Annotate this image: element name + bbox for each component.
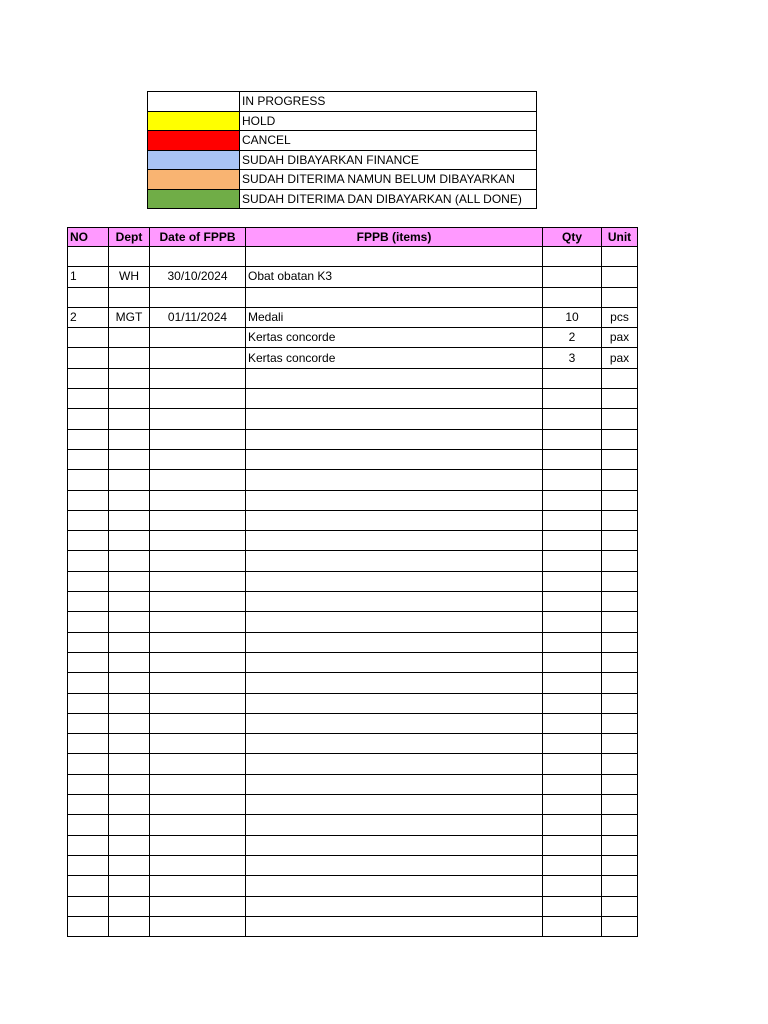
- cell-qty[interactable]: [543, 551, 602, 571]
- cell-dept[interactable]: [109, 815, 150, 835]
- cell-qty[interactable]: [543, 673, 602, 693]
- cell-date[interactable]: [150, 632, 246, 652]
- cell-item[interactable]: [246, 774, 543, 794]
- cell-no[interactable]: [68, 713, 109, 733]
- table-row: [68, 592, 638, 612]
- cell-unit[interactable]: [602, 855, 638, 875]
- cell-date[interactable]: 01/11/2024: [150, 307, 246, 327]
- legend-swatch: [148, 131, 240, 151]
- legend-label: SUDAH DIBAYARKAN FINANCE: [240, 150, 537, 170]
- cell-item[interactable]: [246, 734, 543, 754]
- cell-dept[interactable]: [109, 916, 150, 936]
- cell-dept[interactable]: [109, 673, 150, 693]
- cell-qty[interactable]: [543, 612, 602, 632]
- table-row: [68, 409, 638, 429]
- cell-dept[interactable]: [109, 835, 150, 855]
- cell-unit[interactable]: [602, 693, 638, 713]
- cell-dept[interactable]: [109, 531, 150, 551]
- cell-no[interactable]: [68, 571, 109, 591]
- cell-date[interactable]: [150, 876, 246, 896]
- table-row: [68, 815, 638, 835]
- cell-date[interactable]: [150, 247, 246, 267]
- cell-date[interactable]: [150, 368, 246, 388]
- cell-no[interactable]: [68, 348, 109, 368]
- cell-item[interactable]: [246, 531, 543, 551]
- cell-item[interactable]: [246, 571, 543, 591]
- table-row: [68, 896, 638, 916]
- cell-no[interactable]: [68, 835, 109, 855]
- cell-no[interactable]: [68, 876, 109, 896]
- table-row: [68, 673, 638, 693]
- cell-item[interactable]: [246, 815, 543, 835]
- cell-no[interactable]: [68, 795, 109, 815]
- cell-item[interactable]: [246, 876, 543, 896]
- cell-dept[interactable]: [109, 328, 150, 348]
- cell-unit[interactable]: [602, 449, 638, 469]
- cell-date[interactable]: [150, 612, 246, 632]
- legend-label: HOLD: [240, 111, 537, 131]
- cell-qty[interactable]: [543, 632, 602, 652]
- col-header-items[interactable]: FPPB (items): [246, 228, 543, 247]
- cell-dept[interactable]: [109, 571, 150, 591]
- cell-qty[interactable]: 3: [543, 348, 602, 368]
- cell-no[interactable]: [68, 673, 109, 693]
- cell-dept[interactable]: [109, 449, 150, 469]
- cell-dept[interactable]: [109, 368, 150, 388]
- cell-no[interactable]: [68, 774, 109, 794]
- col-header-no[interactable]: NO: [68, 228, 109, 247]
- cell-dept[interactable]: [109, 247, 150, 267]
- cell-no[interactable]: [68, 632, 109, 652]
- legend-label: IN PROGRESS: [240, 92, 537, 112]
- table-row: [68, 713, 638, 733]
- cell-dept[interactable]: [109, 551, 150, 571]
- cell-unit[interactable]: [602, 815, 638, 835]
- cell-unit[interactable]: [602, 429, 638, 449]
- cell-item[interactable]: Kertas concorde: [246, 348, 543, 368]
- cell-qty[interactable]: [543, 429, 602, 449]
- col-header-qty[interactable]: Qty: [543, 228, 602, 247]
- table-row: [68, 328, 638, 348]
- cell-unit[interactable]: [602, 774, 638, 794]
- cell-unit[interactable]: [602, 551, 638, 571]
- cell-date[interactable]: [150, 287, 246, 307]
- cell-unit[interactable]: [602, 531, 638, 551]
- table-row: [68, 835, 638, 855]
- cell-date[interactable]: [150, 855, 246, 875]
- cell-no[interactable]: [68, 510, 109, 530]
- cell-item[interactable]: Obat obatan K3: [246, 267, 543, 287]
- cell-item[interactable]: [246, 389, 543, 409]
- table-row: [68, 916, 638, 936]
- cell-date[interactable]: [150, 916, 246, 936]
- cell-qty[interactable]: [543, 693, 602, 713]
- cell-unit[interactable]: [602, 795, 638, 815]
- cell-dept[interactable]: [109, 510, 150, 530]
- legend-swatch: [148, 189, 240, 209]
- legend-row: [148, 189, 537, 209]
- cell-unit[interactable]: [602, 916, 638, 936]
- cell-qty[interactable]: [543, 896, 602, 916]
- cell-dept[interactable]: [109, 896, 150, 916]
- cell-qty[interactable]: [543, 409, 602, 429]
- cell-qty[interactable]: [543, 490, 602, 510]
- cell-item[interactable]: [246, 551, 543, 571]
- cell-dept[interactable]: MGT: [109, 307, 150, 327]
- cell-unit[interactable]: [602, 247, 638, 267]
- cell-date[interactable]: [150, 571, 246, 591]
- cell-date[interactable]: [150, 896, 246, 916]
- cell-dept[interactable]: [109, 612, 150, 632]
- cell-qty[interactable]: [543, 835, 602, 855]
- legend-row: [148, 92, 537, 112]
- table-row: [68, 571, 638, 591]
- cell-no[interactable]: [68, 916, 109, 936]
- legend-swatch: [148, 170, 240, 190]
- cell-no[interactable]: [68, 389, 109, 409]
- cell-qty[interactable]: [543, 754, 602, 774]
- cell-dept[interactable]: [109, 855, 150, 875]
- cell-date[interactable]: [150, 693, 246, 713]
- cell-no[interactable]: [68, 612, 109, 632]
- cell-dept[interactable]: [109, 429, 150, 449]
- col-header-unit[interactable]: Unit: [602, 228, 638, 247]
- table-row: [68, 287, 638, 307]
- col-header-dept[interactable]: Dept: [109, 228, 150, 247]
- cell-dept[interactable]: [109, 693, 150, 713]
- legend-row: [148, 170, 537, 190]
- cell-date[interactable]: [150, 774, 246, 794]
- cell-item[interactable]: [246, 612, 543, 632]
- cell-no[interactable]: [68, 592, 109, 612]
- cell-date[interactable]: [150, 734, 246, 754]
- fppb-table-body: [68, 247, 638, 937]
- cell-qty[interactable]: [543, 531, 602, 551]
- cell-dept[interactable]: [109, 876, 150, 896]
- cell-qty[interactable]: [543, 855, 602, 875]
- cell-item[interactable]: [246, 368, 543, 388]
- cell-dept[interactable]: [109, 734, 150, 754]
- cell-no[interactable]: [68, 368, 109, 388]
- cell-item[interactable]: [246, 287, 543, 307]
- cell-no[interactable]: [68, 328, 109, 348]
- cell-qty[interactable]: [543, 389, 602, 409]
- table-row: [68, 307, 638, 327]
- cell-date[interactable]: [150, 490, 246, 510]
- cell-qty[interactable]: 10: [543, 307, 602, 327]
- cell-no[interactable]: [68, 693, 109, 713]
- cell-no[interactable]: [68, 551, 109, 571]
- cell-qty[interactable]: [543, 876, 602, 896]
- cell-item[interactable]: [246, 510, 543, 530]
- cell-no[interactable]: [68, 409, 109, 429]
- cell-unit[interactable]: [602, 490, 638, 510]
- cell-unit[interactable]: [602, 592, 638, 612]
- cell-item[interactable]: [246, 916, 543, 936]
- cell-dept[interactable]: [109, 754, 150, 774]
- cell-date[interactable]: [150, 815, 246, 835]
- cell-item[interactable]: [246, 409, 543, 429]
- cell-unit[interactable]: [602, 267, 638, 287]
- cell-unit[interactable]: [602, 734, 638, 754]
- cell-unit[interactable]: [602, 713, 638, 733]
- cell-qty[interactable]: [543, 592, 602, 612]
- cell-qty[interactable]: [543, 795, 602, 815]
- header-row: [68, 228, 638, 247]
- cell-date[interactable]: [150, 510, 246, 530]
- cell-date[interactable]: [150, 713, 246, 733]
- cell-date[interactable]: [150, 551, 246, 571]
- cell-qty[interactable]: [543, 510, 602, 530]
- cell-no[interactable]: [68, 490, 109, 510]
- cell-item[interactable]: [246, 490, 543, 510]
- table-row: [68, 774, 638, 794]
- cell-dept[interactable]: [109, 632, 150, 652]
- cell-no[interactable]: [68, 247, 109, 267]
- cell-qty[interactable]: [543, 734, 602, 754]
- cell-unit[interactable]: [602, 470, 638, 490]
- status-legend: [147, 91, 537, 209]
- cell-dept[interactable]: WH: [109, 267, 150, 287]
- cell-item[interactable]: [246, 632, 543, 652]
- table-row: [68, 876, 638, 896]
- cell-unit[interactable]: [602, 510, 638, 530]
- legend-row: [148, 131, 537, 151]
- cell-dept[interactable]: [109, 490, 150, 510]
- cell-date[interactable]: [150, 673, 246, 693]
- cell-item[interactable]: [246, 754, 543, 774]
- cell-no[interactable]: [68, 754, 109, 774]
- cell-no[interactable]: [68, 855, 109, 875]
- cell-qty[interactable]: [543, 571, 602, 591]
- cell-item[interactable]: [246, 693, 543, 713]
- cell-item[interactable]: [246, 652, 543, 672]
- cell-unit[interactable]: [602, 612, 638, 632]
- cell-dept[interactable]: [109, 409, 150, 429]
- legend-row: [148, 111, 537, 131]
- table-row: [68, 734, 638, 754]
- cell-dept[interactable]: [109, 795, 150, 815]
- cell-unit[interactable]: [602, 389, 638, 409]
- cell-date[interactable]: [150, 449, 246, 469]
- cell-item[interactable]: [246, 470, 543, 490]
- cell-no[interactable]: 2: [68, 307, 109, 327]
- cell-item[interactable]: [246, 673, 543, 693]
- cell-no[interactable]: [68, 287, 109, 307]
- cell-no[interactable]: [68, 449, 109, 469]
- cell-no[interactable]: [68, 652, 109, 672]
- cell-unit[interactable]: [602, 409, 638, 429]
- cell-unit[interactable]: [602, 632, 638, 652]
- cell-dept[interactable]: [109, 348, 150, 368]
- cell-item[interactable]: [246, 247, 543, 267]
- cell-qty[interactable]: [543, 652, 602, 672]
- cell-date[interactable]: [150, 348, 246, 368]
- legend-swatch: [148, 150, 240, 170]
- cell-no[interactable]: 1: [68, 267, 109, 287]
- cell-date[interactable]: [150, 835, 246, 855]
- cell-item[interactable]: Kertas concorde: [246, 328, 543, 348]
- cell-unit[interactable]: [602, 673, 638, 693]
- cell-item[interactable]: [246, 449, 543, 469]
- cell-unit[interactable]: [602, 754, 638, 774]
- legend-label: CANCEL: [240, 131, 537, 151]
- table-row: [68, 652, 638, 672]
- cell-item[interactable]: [246, 429, 543, 449]
- legend-swatch: [148, 92, 240, 112]
- cell-item[interactable]: [246, 855, 543, 875]
- cell-item[interactable]: [246, 713, 543, 733]
- cell-qty[interactable]: [543, 713, 602, 733]
- cell-date[interactable]: [150, 531, 246, 551]
- legend-label: SUDAH DITERIMA DAN DIBAYARKAN (ALL DONE): [240, 189, 537, 209]
- cell-qty[interactable]: [543, 470, 602, 490]
- cell-no[interactable]: [68, 815, 109, 835]
- cell-item[interactable]: [246, 896, 543, 916]
- cell-date[interactable]: [150, 389, 246, 409]
- cell-dept[interactable]: [109, 592, 150, 612]
- cell-qty[interactable]: [543, 774, 602, 794]
- cell-date[interactable]: [150, 409, 246, 429]
- cell-unit[interactable]: [602, 835, 638, 855]
- cell-unit[interactable]: pcs: [602, 307, 638, 327]
- cell-qty[interactable]: [543, 815, 602, 835]
- cell-date[interactable]: [150, 652, 246, 672]
- cell-unit[interactable]: pax: [602, 348, 638, 368]
- cell-dept[interactable]: [109, 713, 150, 733]
- cell-unit[interactable]: [602, 571, 638, 591]
- cell-date[interactable]: [150, 470, 246, 490]
- cell-date[interactable]: [150, 592, 246, 612]
- cell-unit[interactable]: [602, 368, 638, 388]
- cell-unit[interactable]: pax: [602, 328, 638, 348]
- table-row: [68, 470, 638, 490]
- table-row: [68, 348, 638, 368]
- cell-unit[interactable]: [602, 876, 638, 896]
- cell-qty[interactable]: [543, 368, 602, 388]
- cell-qty[interactable]: [543, 287, 602, 307]
- cell-item[interactable]: [246, 795, 543, 815]
- cell-dept[interactable]: [109, 389, 150, 409]
- col-header-date[interactable]: Date of FPPB: [150, 228, 246, 247]
- cell-unit[interactable]: [602, 652, 638, 672]
- cell-date[interactable]: [150, 754, 246, 774]
- table-row: [68, 754, 638, 774]
- cell-date[interactable]: [150, 429, 246, 449]
- table-row: [68, 795, 638, 815]
- cell-no[interactable]: [68, 531, 109, 551]
- cell-date[interactable]: [150, 328, 246, 348]
- cell-qty[interactable]: 2: [543, 328, 602, 348]
- table-row: [68, 531, 638, 551]
- fppb-table-head: [68, 228, 638, 247]
- legend-row: [148, 150, 537, 170]
- cell-qty[interactable]: [543, 916, 602, 936]
- legend-label: SUDAH DITERIMA NAMUN BELUM DIBAYARKAN: [240, 170, 537, 190]
- cell-no[interactable]: [68, 429, 109, 449]
- cell-qty[interactable]: [543, 449, 602, 469]
- cell-item[interactable]: [246, 835, 543, 855]
- cell-date[interactable]: [150, 795, 246, 815]
- cell-no[interactable]: [68, 896, 109, 916]
- table-row: [68, 247, 638, 267]
- table-row: [68, 612, 638, 632]
- cell-no[interactable]: [68, 734, 109, 754]
- table-row: [68, 510, 638, 530]
- table-row: [68, 429, 638, 449]
- cell-qty[interactable]: [543, 247, 602, 267]
- cell-unit[interactable]: [602, 896, 638, 916]
- cell-unit[interactable]: [602, 287, 638, 307]
- table-row: [68, 267, 638, 287]
- cell-dept[interactable]: [109, 470, 150, 490]
- cell-no[interactable]: [68, 470, 109, 490]
- table-row: [68, 449, 638, 469]
- table-row: [68, 551, 638, 571]
- cell-dept[interactable]: [109, 287, 150, 307]
- table-row: [68, 855, 638, 875]
- cell-dept[interactable]: [109, 774, 150, 794]
- cell-item[interactable]: [246, 592, 543, 612]
- legend-body: [148, 92, 537, 209]
- cell-date[interactable]: 30/10/2024: [150, 267, 246, 287]
- cell-item[interactable]: Medali: [246, 307, 543, 327]
- table-row: [68, 389, 638, 409]
- table-row: [68, 368, 638, 388]
- cell-qty[interactable]: [543, 267, 602, 287]
- table-row: [68, 632, 638, 652]
- cell-dept[interactable]: [109, 652, 150, 672]
- table-row: [68, 693, 638, 713]
- fppb-table: [67, 227, 638, 937]
- table-row: [68, 490, 638, 510]
- legend-swatch: [148, 111, 240, 131]
